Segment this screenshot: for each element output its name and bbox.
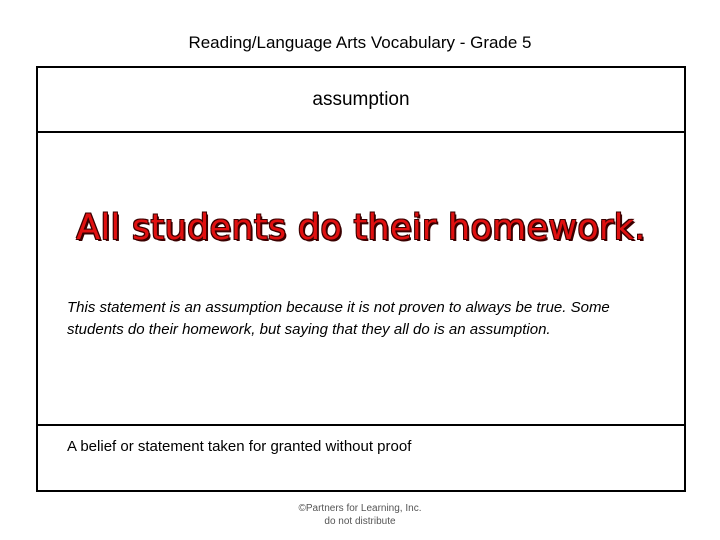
page-title: Reading/Language Arts Vocabulary - Grade 5	[188, 33, 532, 52]
footer	[0, 502, 720, 528]
vocabulary-card	[36, 66, 686, 492]
example-explanation: This statement is an assumption because it is not proven to always be true. Some students do their homework, but saying that they all do is an assumption.	[67, 299, 610, 338]
definition-row	[38, 424, 684, 492]
example-sentence: All students do their homework.	[76, 208, 646, 248]
definition-text: A belief or statement taken for granted without proof	[67, 438, 412, 455]
copyright-notice: ©Partners for Learning, Inc.	[298, 503, 422, 514]
term-row	[38, 68, 684, 133]
vocabulary-term: assumption	[312, 88, 410, 110]
distribution-notice: do not distribute	[324, 516, 396, 527]
